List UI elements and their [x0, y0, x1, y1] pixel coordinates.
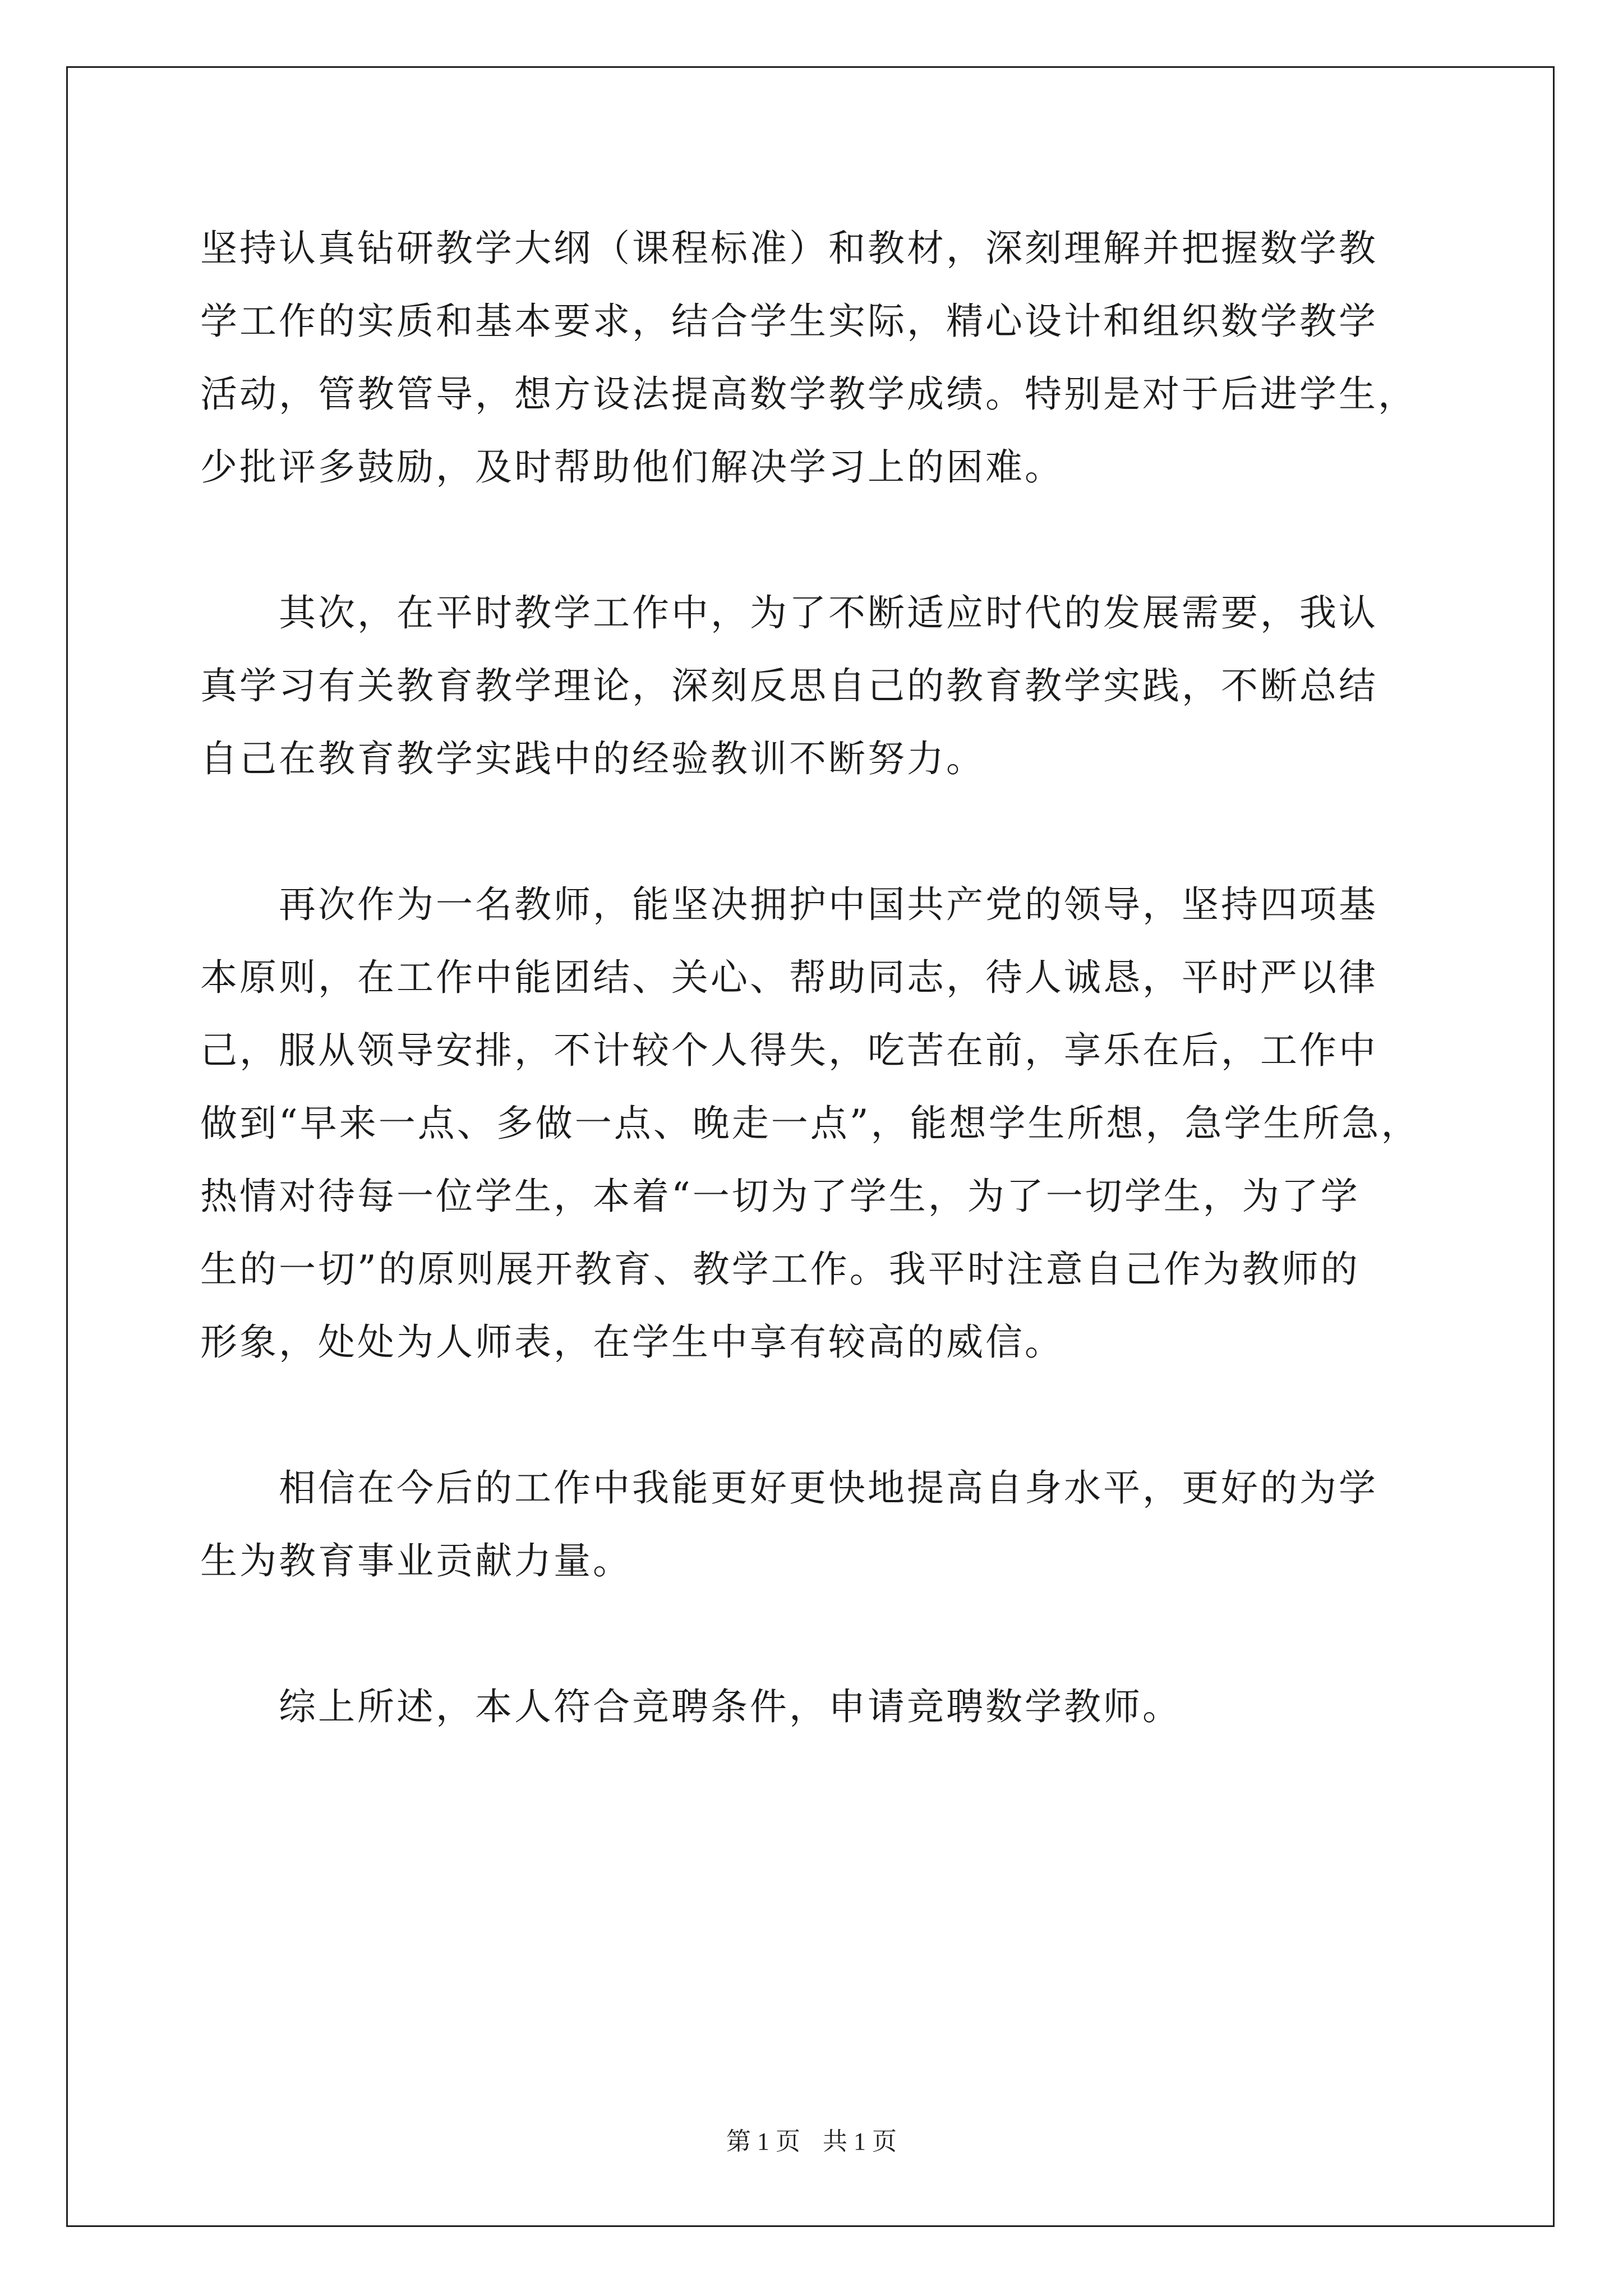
paragraph-5 [200, 1671, 1434, 1743]
paragraph-line: 真学习有关教育教学理论，深刻反思自己的教育教学实践，不断总结 [200, 664, 1378, 707]
paragraph-line: 活动，管教管导，想方设法提高数学教学成绩。特别是对于后进学生， [200, 372, 1417, 416]
paragraph-line: 做到“早来一点、多做一点、晚走一点”，能想学生所想，急学生所急， [200, 1102, 1421, 1145]
paragraph-1 [200, 212, 1434, 504]
paragraph-line: 热情对待每一位学生，本着“一切为了学生，为了一切学生，为了学 [200, 1175, 1360, 1218]
paragraph-line: 本原则，在工作中能团结、关心、帮助同志，待人诚恳，平时严以律 [200, 956, 1378, 999]
document-body [200, 212, 1434, 1743]
paragraph-line: 学工作的实质和基本要求，结合学生实际，精心设计和组织数学教学 [200, 300, 1378, 343]
paragraph-line: 其次，在平时教学工作中，为了不断适应时代的发展需要，我认 [279, 591, 1378, 634]
page-footer [0, 2125, 1623, 2159]
paragraph-3 [200, 868, 1434, 1379]
paragraph-line: 坚持认真钻研教学大纲（课程标准）和教材，深刻理解并把握数学教 [200, 227, 1378, 270]
paragraph-line: 自己在教育教学实践中的经验教训不断努力。 [200, 737, 985, 780]
paragraph-2 [200, 577, 1434, 795]
paragraph-line: 生的一切”的原则展开教育、教学工作。我平时注意自己作为教师的 [200, 1248, 1360, 1291]
paragraph-line: 相信在今后的工作中我能更好更快地提高自身水平，更好的为学 [279, 1466, 1378, 1510]
paragraph-4 [200, 1452, 1434, 1598]
paragraph-line: 生为教育事业贡献力量。 [200, 1539, 632, 1582]
paragraph-line: 再次作为一名教师，能坚决拥护中国共产党的领导，坚持四项基 [279, 883, 1378, 926]
page-total: 共 1 页 [823, 2128, 897, 2155]
paragraph-line: 少批评多鼓励，及时帮助他们解决学习上的困难。 [200, 445, 1064, 489]
paragraph-line: 形象，处处为人师表，在学生中享有较高的威信。 [200, 1320, 1064, 1364]
page-number: 第 1 页 [726, 2128, 800, 2155]
paragraph-line: 综上所述，本人符合竞聘条件，申请竞聘数学教师。 [279, 1685, 1182, 1728]
paragraph-line: 己，服从领导安排，不计较个人得失，吃苦在前，享乐在后，工作中 [200, 1029, 1378, 1072]
